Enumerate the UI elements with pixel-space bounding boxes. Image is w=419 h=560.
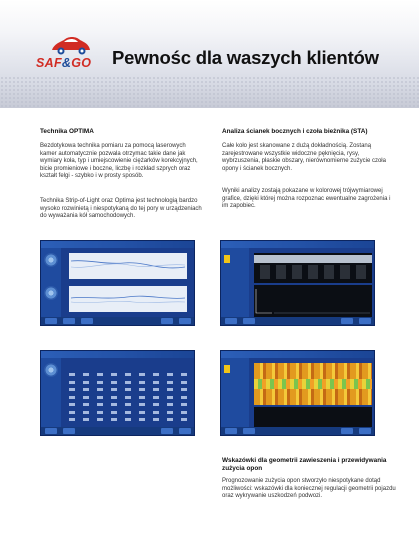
left-paragraph-2: Technika Strip-of-Light oraz Optima jest technologią bardzo wysoko rozwinietą i niespotykaną do tej pory w urządzeniach do wyważania kół samochodowych.	[40, 198, 202, 220]
wheel-icon	[44, 286, 58, 300]
right-heading: Analiza ścianek bocznych i czoła bieżnika (STA)	[222, 128, 368, 135]
sta-heatmap-screenshot	[220, 350, 375, 436]
logo-text: SAF&GO	[36, 56, 92, 70]
left-paragraph-1: Bezdotykowa technika pomiaru za pomocą laserowych kamer automatycznie pozwala otrzymac takie dane jak wymiary koła, typ i umiejscowienie ciężarków korekcyjnych, bicie promieniowe i boczne, liczbę i rozkład szprych oraz kształt felgi - szybko i w prosty sposób.	[40, 143, 198, 180]
left-heading: Technika OPTIMA	[40, 128, 94, 135]
header-dot-pattern	[0, 76, 419, 108]
brand-logo	[36, 34, 106, 72]
right-paragraph-2: Wyniki analizy zostają pokazane w kolorowej trójwymiarowej grafice, dzięki której można rozpoznac ewentualne zagrożenia i im zapobiec.	[222, 188, 391, 210]
sta-scan-screenshot	[220, 240, 375, 326]
right-paragraph-3: Prognozowanie zużycia opon stworzyło niespotykane dotąd możliwości: wskazówki dla koniecznej regulacji geometrii pojazdu oraz wykrywanie uszkodzeń podwozi.	[222, 478, 396, 500]
right-paragraph-1: Całe koło jest skanowane z dużą dokładnością. Zostaną zarejestrowane wszystkie widoczne pęknięcia, rysy, wybrzuszenia, płaskie obszary, nierównomierne zużycie czoła opony i ścianek bocznych.	[222, 143, 386, 172]
warning-icon	[224, 255, 230, 263]
page-title: Pewnośc dla waszych klientów	[112, 47, 379, 68]
warning-icon	[224, 365, 230, 373]
right-heading-2: Wskazówki dla geometrii zawieszenia i przewidywania zużycia opon	[222, 457, 387, 472]
optima-table-screenshot	[40, 350, 195, 436]
wheel-icon	[44, 253, 58, 267]
wheel-icon	[44, 363, 58, 377]
car-logo-icon	[50, 34, 92, 56]
optima-chart-screenshot	[40, 240, 195, 326]
